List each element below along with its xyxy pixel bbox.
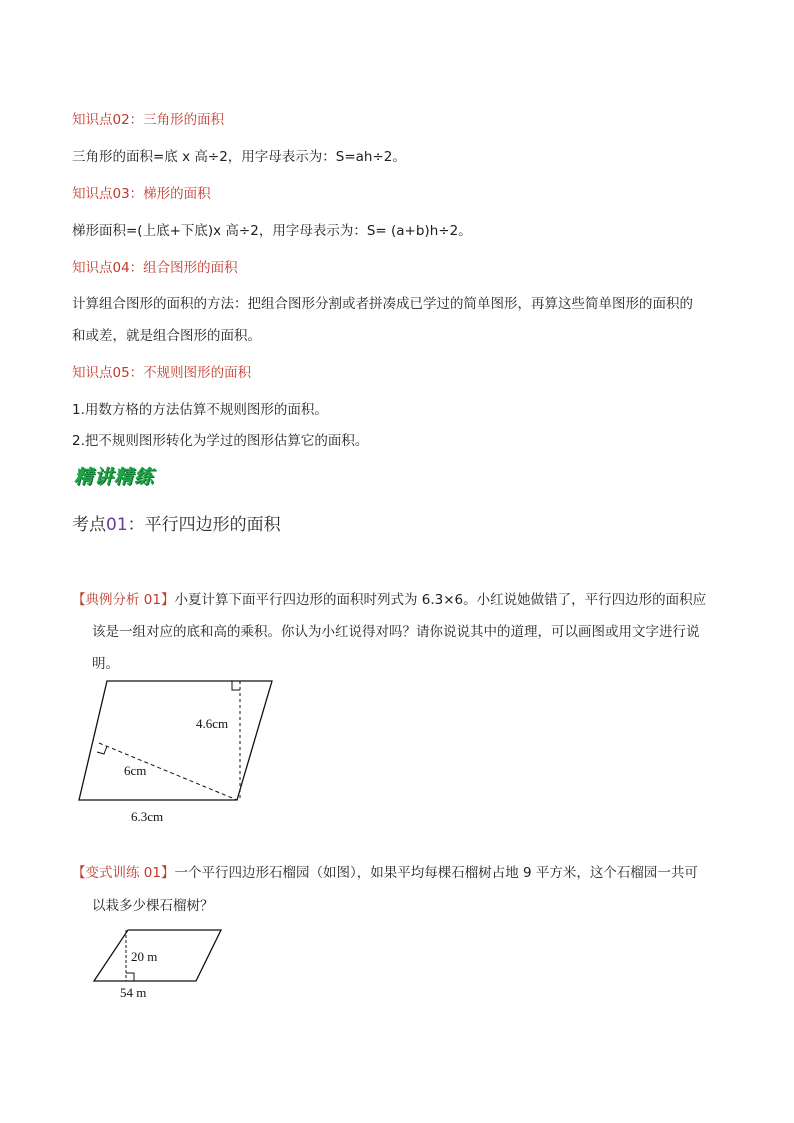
exercise-text1: 一个平行四边形石榴园（如图），如果平均每棵石榴树占地 9 平方米，这个石榴园一共可: [174, 865, 698, 881]
kp04-text-line2: 和或差，就是组合图形的面积。: [72, 328, 261, 344]
fig1-base-label: 6.3cm: [131, 809, 164, 824]
exercise-tag: 【变式训练 01】: [72, 865, 175, 881]
kaodian-prefix: 考点: [72, 515, 106, 535]
kp02-text: 三角形的面积=底 x 高÷2，用字母表示为：S=ah÷2。: [72, 149, 406, 165]
kp04-title: 知识点04：组合图形的面积: [72, 260, 238, 276]
kp05-title: 知识点05：不规则图形的面积: [72, 365, 252, 381]
exercise-line1: [72, 858, 698, 888]
fig2-height-label: 20 m: [131, 949, 158, 964]
parallelogram-figure-2: [90, 924, 230, 1004]
kp05-item1: 1.用数方格的方法估算不规则图形的面积。: [72, 402, 328, 418]
kp04-text-line1: 计算组合图形的面积的方法：把组合图形分割或者拼凑成已学过的简单图形，再算这些简单图形的面积的: [72, 296, 693, 312]
fig1-height-label: 4.6cm: [196, 716, 229, 731]
section-heading: 精讲精练: [74, 466, 155, 488]
example-line3: 明。: [92, 656, 119, 672]
kp03-title: 知识点03：梯形的面积: [72, 186, 211, 202]
kp03-text: 梯形面积=(上底+下底)x 高÷2，用字母表示为：S= (a+b)h÷2。: [72, 223, 472, 239]
example-line2: 该是一组对应的底和高的乘积。你认为小红说得对吗？请你说说其中的道理，可以画图或用文字进行说: [92, 624, 700, 640]
kp02-title: 知识点02：三角形的面积: [72, 112, 225, 128]
kaodian-num: 01: [106, 515, 128, 535]
example-tag: 【典例分析 01】: [72, 592, 175, 608]
kp05-item2: 2.把不规则图形转化为学过的图形估算它的面积。: [72, 433, 369, 449]
fig1-diag-label: 6cm: [124, 763, 147, 778]
example-text1: 小夏计算下面平行四边形的面积时列式为 6.3×6。小红说她做错了，平行四边形的面积应: [174, 592, 707, 608]
fig2-base-label: 54 m: [120, 985, 147, 1000]
kaodian-suffix: ：平行四边形的面积: [127, 515, 281, 535]
parallelogram-figure-1: [74, 676, 284, 831]
kaodian-title: [72, 510, 281, 535]
exercise-line2: 以栽多少棵石榴树？: [92, 898, 214, 914]
example-line1: [72, 585, 706, 615]
